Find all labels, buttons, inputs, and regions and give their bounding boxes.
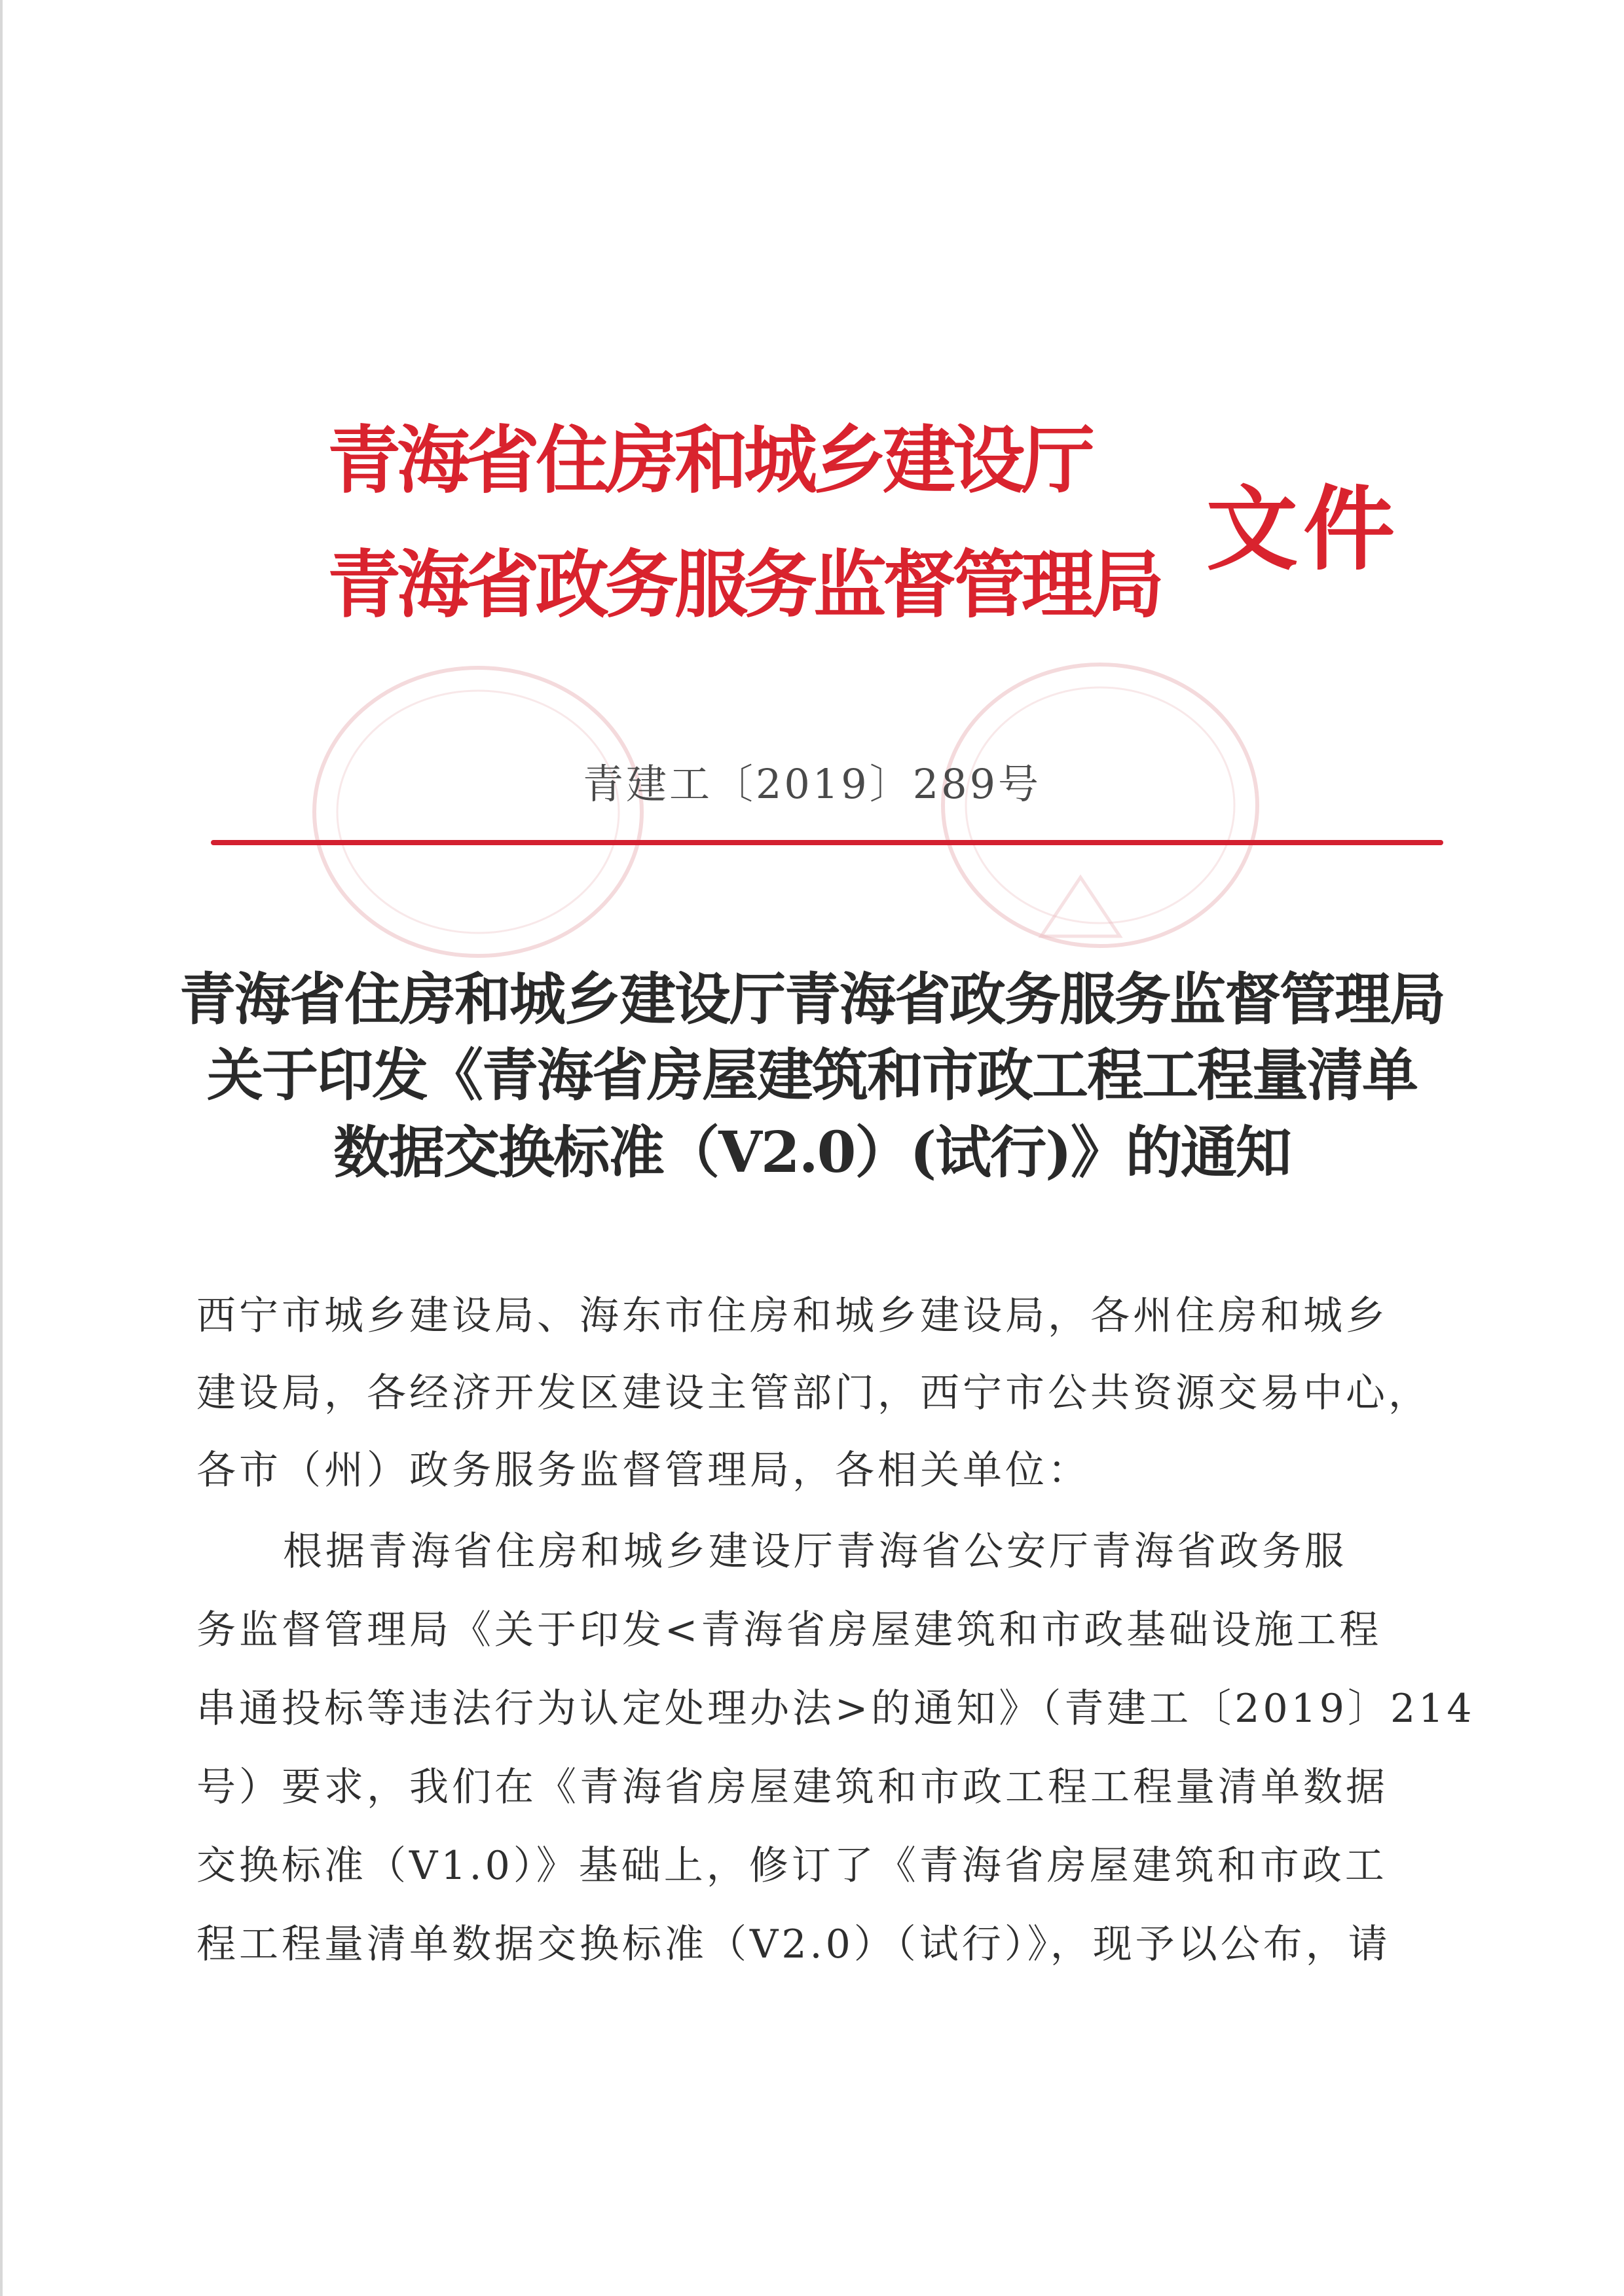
red-divider [211, 840, 1443, 845]
notice-title-line: 青海省住房和城乡建设厅青海省政务服务监督管理局 [179, 966, 1445, 1032]
body-paragraph-line: 串通投标等违法行为认定处理办法>的通知》（青建工〔2019〕214 [196, 1686, 1475, 1732]
issuer-name-housing: 青海省住房和城乡建设厅 [327, 418, 1091, 503]
body-paragraph-line: 程工程量清单数据交换标准（V2.0）（试行）》，现予以公布，请 [196, 1922, 1391, 1967]
notice-title-line: 关于印发《青海省房屋建筑和市政工程工程量清单 [207, 1042, 1417, 1108]
issuer-name-government-services: 青海省政务服务监督管理局 [327, 543, 1160, 628]
notice-title-line: 数据交换标准（V2.0）(试行)》的通知 [333, 1120, 1291, 1186]
recipients-line: 建设局，各经济开发区建设主管部门，西宁市公共资源交易中心， [196, 1370, 1431, 1416]
recipients-line: 各市（州）政务服务监督管理局，各相关单位： [196, 1448, 1090, 1493]
body-paragraph-line: 务监督管理局《关于印发<青海省房屋建筑和市政基础设施工程 [196, 1607, 1382, 1653]
body-paragraph-line: 根据青海省住房和城乡建设厅青海省公安厅青海省政务服 [283, 1529, 1347, 1575]
body-paragraph-line: 号）要求，我们在《青海省房屋建筑和市政工程工程量清单数据 [196, 1764, 1388, 1810]
document-number: 青建工〔2019〕289号 [582, 760, 1042, 808]
recipients-line: 西宁市城乡建设局、海东市住房和城乡建设局，各州住房和城乡 [196, 1293, 1388, 1339]
official-seal [308, 661, 1264, 969]
body-paragraph-line: 交换标准（V1.0）》基础上，修订了《青海省房屋建筑和市政工 [196, 1843, 1388, 1889]
document-label: 文件 [1206, 477, 1401, 583]
